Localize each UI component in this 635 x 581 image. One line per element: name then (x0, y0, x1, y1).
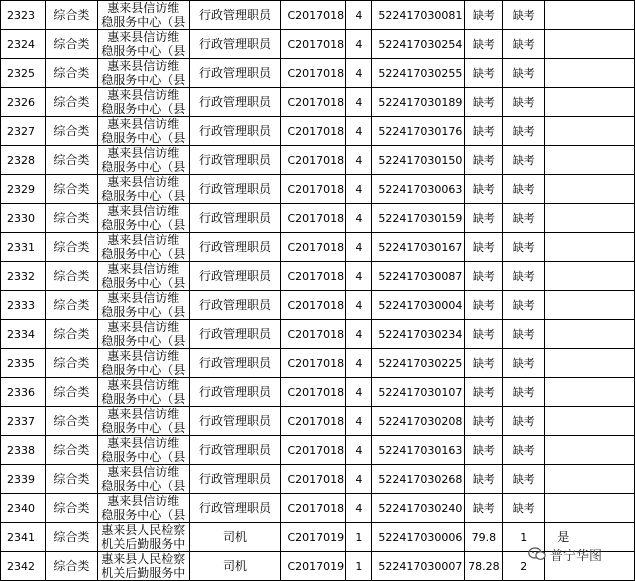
unit-cell (97, 552, 189, 581)
position-cell: 行政管理职员 (189, 59, 281, 88)
unit-line-1: 惠来县信访维 (107, 30, 180, 44)
note-cell (545, 233, 635, 262)
unit-line-1: 惠来县信访维 (107, 407, 180, 421)
score-cell: 缺考 (465, 291, 503, 320)
score-cell: 缺考 (465, 175, 503, 204)
position-cell: 行政管理职员 (189, 1, 281, 30)
position-cell: 行政管理职员 (189, 117, 281, 146)
unit-cell (97, 204, 189, 233)
category-cell: 综合类 (45, 523, 97, 552)
note-cell (545, 378, 635, 407)
table-row (1, 1, 635, 30)
score-cell: 缺考 (465, 117, 503, 146)
score-cell: 缺考 (465, 1, 503, 30)
code-cell: C2017018 (281, 175, 346, 204)
score-cell: 缺考 (465, 146, 503, 175)
unit-line-2: 稳服务中心（县 (101, 160, 186, 174)
code-cell: C2017018 (281, 349, 346, 378)
table-row (1, 494, 635, 523)
score-cell: 缺考 (465, 494, 503, 523)
unit-line-2: 稳服务中心（县 (101, 218, 186, 232)
unit-cell (97, 320, 189, 349)
unit-line-1: 惠来县人民检察 (101, 552, 186, 566)
table-row (1, 378, 635, 407)
ticket-id-cell: 522417030007 (372, 552, 465, 581)
category-cell: 综合类 (45, 349, 97, 378)
category-cell: 综合类 (45, 465, 97, 494)
quota-cell: 4 (346, 146, 372, 175)
code-cell: C2017018 (281, 59, 346, 88)
code-cell: C2017018 (281, 436, 346, 465)
position-cell: 行政管理职员 (189, 494, 281, 523)
unit-line-2: 稳服务中心（县 (101, 450, 186, 464)
quota-cell: 4 (346, 204, 372, 233)
category-cell: 综合类 (45, 59, 97, 88)
unit-line-1: 惠来县信访维 (107, 378, 180, 392)
unit-cell (97, 88, 189, 117)
quota-cell: 4 (346, 117, 372, 146)
position-cell: 行政管理职员 (189, 378, 281, 407)
score-cell: 缺考 (465, 320, 503, 349)
seq-cell: 2323 (1, 1, 46, 30)
unit-line-1: 惠来县信访维 (107, 291, 180, 305)
chat-bubble-icon (528, 547, 546, 561)
unit-cell (97, 436, 189, 465)
quota-cell: 4 (346, 233, 372, 262)
unit-line-1: 惠来县人民检察 (101, 523, 186, 537)
ticket-id-cell: 522417030004 (372, 291, 465, 320)
position-cell: 行政管理职员 (189, 320, 281, 349)
rank-cell: 缺考 (503, 378, 545, 407)
table-row (1, 88, 635, 117)
quota-cell: 1 (346, 523, 372, 552)
score-cell: 缺考 (465, 59, 503, 88)
unit-line-2: 机关后勤服务中 (101, 566, 186, 580)
seq-cell: 2333 (1, 291, 46, 320)
quota-cell: 4 (346, 291, 372, 320)
ticket-id-cell: 522417030240 (372, 494, 465, 523)
unit-line-2: 稳服务中心（县 (101, 276, 186, 290)
ticket-id-cell: 522417030163 (372, 436, 465, 465)
note-cell (545, 88, 635, 117)
unit-cell (97, 262, 189, 291)
quota-cell: 4 (346, 378, 372, 407)
quota-cell: 4 (346, 88, 372, 117)
code-cell: C2017018 (281, 291, 346, 320)
rank-cell: 缺考 (503, 349, 545, 378)
table-row (1, 59, 635, 88)
quota-cell: 4 (346, 30, 372, 59)
category-cell: 综合类 (45, 552, 97, 581)
table-row (1, 465, 635, 494)
unit-line-1: 惠来县信访维 (107, 349, 180, 363)
quota-cell: 4 (346, 494, 372, 523)
note-cell (545, 1, 635, 30)
rank-cell: 2 (503, 552, 545, 581)
quota-cell: 4 (346, 407, 372, 436)
unit-cell (97, 494, 189, 523)
unit-line-2: 稳服务中心（县 (101, 392, 186, 406)
ticket-id-cell: 522417030167 (372, 233, 465, 262)
table-row (1, 291, 635, 320)
code-cell: C2017018 (281, 320, 346, 349)
seq-cell: 2331 (1, 233, 46, 262)
unit-line-1: 惠来县信访维 (107, 117, 180, 131)
ticket-id-cell: 522417030107 (372, 378, 465, 407)
code-cell: C2017018 (281, 378, 346, 407)
unit-line-2: 稳服务中心（县 (101, 479, 186, 493)
table-row (1, 30, 635, 59)
table-row (1, 233, 635, 262)
position-cell: 行政管理职员 (189, 262, 281, 291)
unit-cell (97, 117, 189, 146)
quota-cell: 4 (346, 349, 372, 378)
unit-line-1: 惠来县信访维 (107, 146, 180, 160)
unit-line-2: 稳服务中心（县 (101, 363, 186, 377)
note-cell (545, 59, 635, 88)
seq-cell: 2332 (1, 262, 46, 291)
score-cell: 缺考 (465, 204, 503, 233)
unit-line-1: 惠来县信访维 (107, 204, 180, 218)
unit-cell (97, 523, 189, 552)
quota-cell: 4 (346, 59, 372, 88)
seq-cell: 2341 (1, 523, 46, 552)
note-cell (545, 407, 635, 436)
seq-cell: 2337 (1, 407, 46, 436)
category-cell: 综合类 (45, 436, 97, 465)
note-cell (545, 465, 635, 494)
ticket-id-cell: 522417030268 (372, 465, 465, 494)
unit-line-1: 惠来县信访维 (107, 494, 180, 508)
seq-cell: 2330 (1, 204, 46, 233)
score-cell: 78.28 (465, 552, 503, 581)
ticket-id-cell: 522417030225 (372, 349, 465, 378)
ticket-id-cell: 522417030081 (372, 1, 465, 30)
rank-cell: 缺考 (503, 117, 545, 146)
unit-line-1: 惠来县信访维 (107, 436, 180, 450)
ticket-id-cell: 522417030063 (372, 175, 465, 204)
unit-line-1: 惠来县信访维 (107, 88, 180, 102)
seq-cell: 2334 (1, 320, 46, 349)
category-cell: 综合类 (45, 378, 97, 407)
position-cell: 行政管理职员 (189, 204, 281, 233)
unit-line-1: 惠来县信访维 (107, 320, 180, 334)
note-cell (545, 494, 635, 523)
unit-line-2: 稳服务中心（县 (101, 421, 186, 435)
code-cell: C2017018 (281, 204, 346, 233)
position-cell: 行政管理职员 (189, 407, 281, 436)
position-cell: 行政管理职员 (189, 175, 281, 204)
rank-cell: 缺考 (503, 146, 545, 175)
rank-cell: 缺考 (503, 291, 545, 320)
unit-line-2: 稳服务中心（县 (101, 73, 186, 87)
position-cell: 行政管理职员 (189, 349, 281, 378)
seq-cell: 2326 (1, 88, 46, 117)
watermark (528, 542, 602, 566)
unit-cell (97, 291, 189, 320)
position-cell: 行政管理职员 (189, 291, 281, 320)
rank-cell: 缺考 (503, 494, 545, 523)
unit-line-1: 惠来县信访维 (107, 1, 180, 15)
position-cell: 行政管理职员 (189, 233, 281, 262)
unit-line-2: 稳服务中心（县 (101, 15, 186, 29)
score-cell: 79.8 (465, 523, 503, 552)
rank-cell: 缺考 (503, 59, 545, 88)
rank-cell: 缺考 (503, 436, 545, 465)
category-cell: 综合类 (45, 1, 97, 30)
position-cell: 行政管理职员 (189, 436, 281, 465)
table-row (1, 407, 635, 436)
unit-line-1: 惠来县信访维 (107, 262, 180, 276)
code-cell: C2017018 (281, 30, 346, 59)
unit-line-1: 惠来县信访维 (107, 465, 180, 479)
category-cell: 综合类 (45, 407, 97, 436)
unit-line-2: 稳服务中心（县 (101, 44, 186, 58)
unit-line-2: 稳服务中心（县 (101, 131, 186, 145)
seq-cell: 2342 (1, 552, 46, 581)
seq-cell: 2338 (1, 436, 46, 465)
score-cell: 缺考 (465, 262, 503, 291)
note-cell (545, 204, 635, 233)
unit-line-2: 稳服务中心（县 (101, 508, 186, 522)
unit-line-2: 稳服务中心（县 (101, 247, 186, 261)
category-cell: 综合类 (45, 262, 97, 291)
score-cell: 缺考 (465, 407, 503, 436)
quota-cell: 4 (346, 436, 372, 465)
position-cell: 司机 (189, 552, 281, 581)
category-cell: 综合类 (45, 175, 97, 204)
category-cell: 综合类 (45, 291, 97, 320)
unit-cell (97, 407, 189, 436)
unit-line-2: 稳服务中心（县 (101, 189, 186, 203)
rank-cell: 缺考 (503, 320, 545, 349)
rank-cell: 缺考 (503, 88, 545, 117)
rank-cell: 缺考 (503, 30, 545, 59)
position-cell: 行政管理职员 (189, 465, 281, 494)
score-cell: 缺考 (465, 465, 503, 494)
seq-cell: 2336 (1, 378, 46, 407)
seq-cell: 2325 (1, 59, 46, 88)
unit-cell (97, 175, 189, 204)
note-cell (545, 349, 635, 378)
score-cell: 缺考 (465, 349, 503, 378)
seq-cell: 2327 (1, 117, 46, 146)
code-cell: C2017018 (281, 88, 346, 117)
ticket-id-cell: 522417030234 (372, 320, 465, 349)
ticket-id-cell: 522417030254 (372, 30, 465, 59)
ticket-id-cell: 522417030159 (372, 204, 465, 233)
rank-cell: 缺考 (503, 1, 545, 30)
rank-cell: 缺考 (503, 175, 545, 204)
ticket-id-cell: 522417030255 (372, 59, 465, 88)
quota-cell: 1 (346, 552, 372, 581)
category-cell: 综合类 (45, 204, 97, 233)
code-cell: C2017018 (281, 233, 346, 262)
code-cell: C2017018 (281, 465, 346, 494)
note-cell: 是 (545, 523, 635, 552)
unit-line-1: 惠来县信访维 (107, 59, 180, 73)
code-cell: C2017018 (281, 1, 346, 30)
code-cell: C2017018 (281, 494, 346, 523)
unit-cell (97, 30, 189, 59)
category-cell: 综合类 (45, 88, 97, 117)
score-cell: 缺考 (465, 88, 503, 117)
seq-cell: 2324 (1, 30, 46, 59)
watermark-text: 普宁华图 (550, 548, 603, 564)
table-row (1, 320, 635, 349)
code-cell: C2017018 (281, 407, 346, 436)
rank-cell: 缺考 (503, 465, 545, 494)
ticket-id-cell: 522417030176 (372, 117, 465, 146)
quota-cell: 4 (346, 465, 372, 494)
unit-cell (97, 1, 189, 30)
ticket-id-cell: 522417030087 (372, 262, 465, 291)
seq-cell: 2335 (1, 349, 46, 378)
code-cell: C2017018 (281, 117, 346, 146)
position-cell: 行政管理职员 (189, 146, 281, 175)
note-cell (545, 146, 635, 175)
unit-line-1: 惠来县信访维 (107, 233, 180, 247)
score-cell: 缺考 (465, 436, 503, 465)
code-cell: C2017018 (281, 146, 346, 175)
position-cell: 行政管理职员 (189, 30, 281, 59)
table-row (1, 117, 635, 146)
unit-cell (97, 349, 189, 378)
rank-cell: 缺考 (503, 204, 545, 233)
unit-line-2: 稳服务中心（县 (101, 305, 186, 319)
unit-line-2: 机关后勤服务中 (101, 537, 186, 551)
unit-cell (97, 378, 189, 407)
unit-cell (97, 233, 189, 262)
unit-line-2: 稳服务中心（县 (101, 334, 186, 348)
note-cell (545, 262, 635, 291)
unit-cell (97, 465, 189, 494)
category-cell: 综合类 (45, 320, 97, 349)
score-cell: 缺考 (465, 378, 503, 407)
seq-cell: 2340 (1, 494, 46, 523)
quota-cell: 4 (346, 262, 372, 291)
position-cell: 司机 (189, 523, 281, 552)
rank-cell: 1 (503, 523, 545, 552)
quota-cell: 4 (346, 320, 372, 349)
score-cell: 缺考 (465, 30, 503, 59)
rank-cell: 缺考 (503, 233, 545, 262)
rank-cell: 缺考 (503, 262, 545, 291)
category-cell: 综合类 (45, 146, 97, 175)
seq-cell: 2339 (1, 465, 46, 494)
table-row (1, 175, 635, 204)
quota-cell: 4 (346, 175, 372, 204)
position-cell: 行政管理职员 (189, 88, 281, 117)
code-cell: C2017019 (281, 552, 346, 581)
note-cell (545, 291, 635, 320)
table-row (1, 146, 635, 175)
note-cell (545, 320, 635, 349)
ticket-id-cell: 522417030006 (372, 523, 465, 552)
table-row (1, 436, 635, 465)
note-cell (545, 30, 635, 59)
rank-cell: 缺考 (503, 407, 545, 436)
seq-cell: 2328 (1, 146, 46, 175)
table-row (1, 262, 635, 291)
table-row (1, 204, 635, 233)
score-cell: 缺考 (465, 233, 503, 262)
code-cell: C2017018 (281, 262, 346, 291)
category-cell: 综合类 (45, 233, 97, 262)
ticket-id-cell: 522417030208 (372, 407, 465, 436)
note-cell (545, 175, 635, 204)
code-cell: C2017019 (281, 523, 346, 552)
unit-line-2: 稳服务中心（县 (101, 102, 186, 116)
table-row (1, 349, 635, 378)
category-cell: 综合类 (45, 117, 97, 146)
unit-cell (97, 146, 189, 175)
table-body (1, 1, 635, 581)
unit-cell (97, 59, 189, 88)
quota-cell: 4 (346, 1, 372, 30)
ticket-id-cell: 522417030189 (372, 88, 465, 117)
category-cell: 综合类 (45, 494, 97, 523)
note-cell (545, 117, 635, 146)
ticket-id-cell: 522417030150 (372, 146, 465, 175)
note-cell (545, 436, 635, 465)
seq-cell: 2329 (1, 175, 46, 204)
unit-line-1: 惠来县信访维 (107, 175, 180, 189)
category-cell: 综合类 (45, 30, 97, 59)
